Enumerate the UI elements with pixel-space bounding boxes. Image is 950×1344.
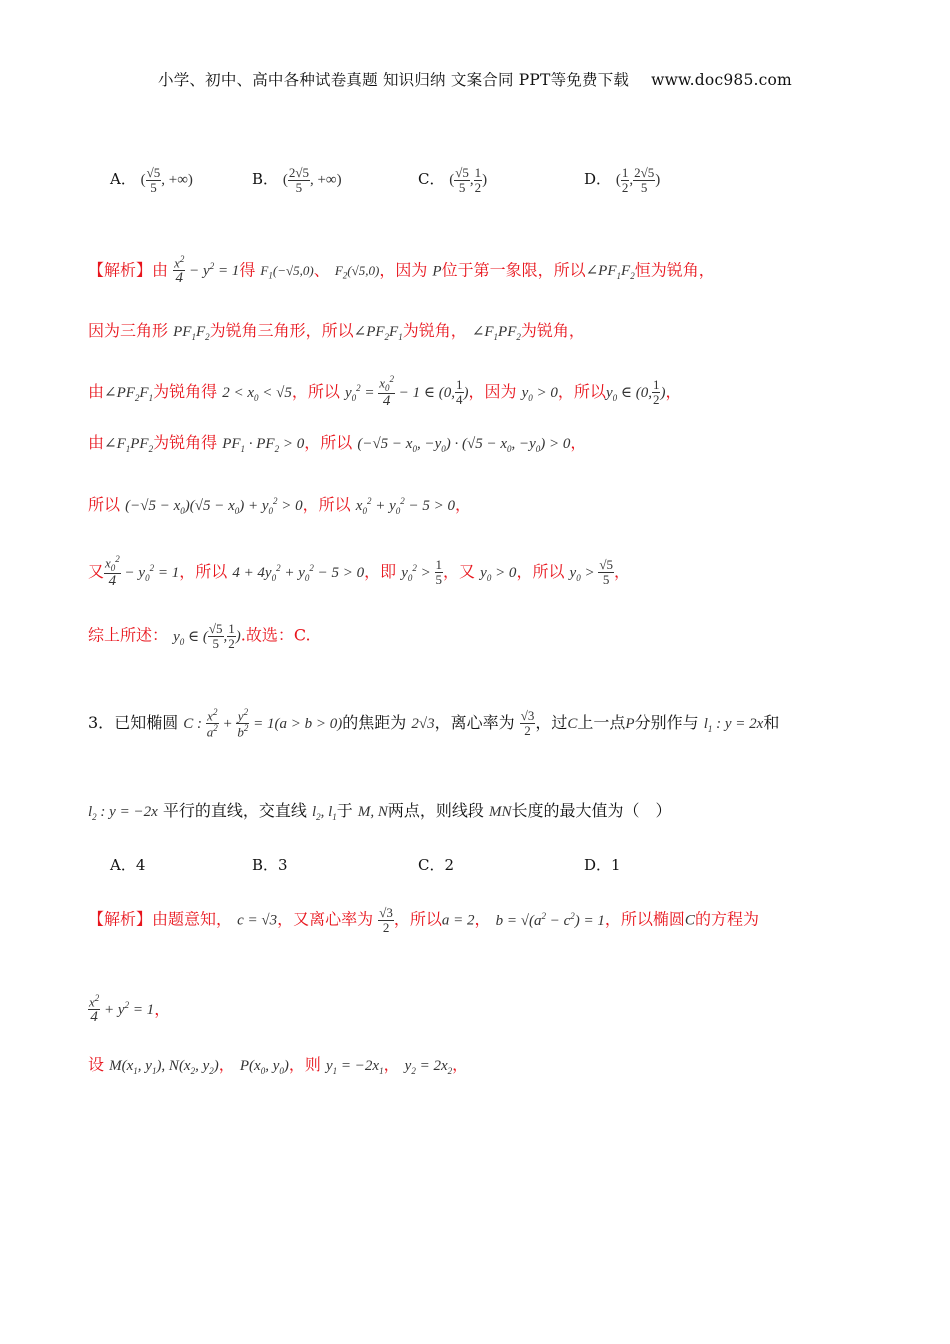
text: 所以 bbox=[88, 495, 121, 514]
q3-stem-line-1: 3．已知椭圆 C : $\frac{x^2}{a^2}$ + $\frac{y^2}{b^2}$ = 1(a > b > 0)的焦距为 2√3，离心率为 $\frac{√3}{2}$ ，过C上一点P分别作与 $l_1$ : y = 2x和 bbox=[88, 707, 780, 740]
text: ， bbox=[452, 1055, 469, 1074]
frac-den: 5 bbox=[295, 179, 303, 195]
header-url: www.doc985.com bbox=[651, 71, 792, 89]
frac-num: 1 bbox=[621, 165, 629, 180]
q2-solution-line-2: 因为三角形 $PF_1F_2$为锐角三角形，所以$\angle PF_2F_1$为锐角， $\angle F_1PF_2$为锐角， bbox=[88, 321, 585, 342]
text: ，所以 bbox=[304, 433, 353, 452]
q2-option-b: B． ( $\frac{2√5}{5}$ , +∞) bbox=[252, 165, 342, 195]
text: ， bbox=[613, 562, 630, 582]
q2-solution-line-7: 综上所述： $y_0$ ∈ ( $\frac{√5}{5}$ , $\frac{1}{2}$ ).故选：C. bbox=[88, 621, 311, 651]
text: 为锐角， bbox=[402, 321, 467, 340]
option-label: A． bbox=[110, 856, 136, 874]
text: 已知椭圆 bbox=[114, 712, 179, 732]
text: 为锐角得 bbox=[153, 382, 218, 402]
q2-solution-line-4: 由$\angle F_1PF_2$为锐角得 $PF_1 \cdot PF_2 > 0$，所以 ($-√5 - x_0$, $-y_0) \cdot (√5 - x_0$, $-y_0) > 0$， bbox=[88, 433, 587, 454]
text: ，因为 bbox=[379, 260, 428, 280]
text: ，则 bbox=[288, 1055, 321, 1074]
text: 为锐角三角形，所以 bbox=[209, 321, 354, 340]
text: 两点，则线段 bbox=[387, 801, 484, 820]
option-value: 2 bbox=[444, 856, 455, 874]
q2-option-d: D． ( $\frac{1}{2}$ , $\frac{2√5}{5}$ ) bbox=[584, 165, 661, 195]
q2-solution-line-5: 所以 $(-√5 - x_0)(√5 - x_0) + y_0^2 > 0$，所以 $x_0^2 + y_0^2 - 5 > 0$， bbox=[88, 495, 471, 516]
text: 为锐角， bbox=[520, 321, 585, 340]
text: ， bbox=[665, 382, 682, 402]
text: ，所以 bbox=[302, 495, 351, 514]
header-title: 小学、初中、高中各种试卷真题 知识归纳 文案合同 PPT等免费下载 bbox=[158, 71, 630, 89]
frac-num: 1 bbox=[474, 165, 482, 180]
text: 又 bbox=[88, 562, 105, 582]
text: 位于第一象限，所以 bbox=[441, 260, 586, 280]
text: ，所以 bbox=[557, 382, 606, 402]
text: 的方程为 bbox=[694, 909, 759, 929]
q3-solution-line-3: 设 $M(x_1$, $y_1$), $N(x_2$, $y_2$)， $P(x_0$, $y_0$)，则 $y_1 = -2x_1$， $y_2 = 2x_2$， bbox=[88, 1055, 469, 1076]
option-label: C． bbox=[418, 856, 445, 874]
text: ，因为 bbox=[468, 382, 517, 402]
q3-stem-line-2: $l_2$ : y = −2x 平行的直线，交直线 $l_2$, $l_1$于 M, N两点，则线段 MN长度的最大值为（ ） bbox=[88, 801, 672, 822]
text: ，即 bbox=[364, 562, 397, 582]
text: 因为三角形 bbox=[88, 321, 169, 340]
option-label: B． bbox=[252, 856, 279, 874]
frac-den: 5 bbox=[458, 179, 466, 195]
option-label: A． bbox=[110, 170, 136, 189]
page-header bbox=[0, 68, 950, 90]
text: 平行的直线，交直线 bbox=[162, 801, 307, 820]
text: 由题意知， bbox=[152, 909, 233, 929]
q3-option-d bbox=[584, 854, 621, 875]
text: 由 bbox=[88, 382, 105, 402]
solution-tag: 【解析】 bbox=[88, 909, 153, 929]
text: ，所以椭圆 bbox=[604, 909, 685, 929]
text: .故选：C. bbox=[240, 625, 311, 645]
text: 综上所述： bbox=[88, 625, 169, 645]
text: 、 bbox=[313, 260, 330, 280]
frac-den: 2 bbox=[621, 179, 629, 195]
q2-option-a: A． ( $\frac{√5}{5}$ , +∞) bbox=[110, 165, 193, 195]
text: ， bbox=[154, 999, 171, 1019]
text: 得 bbox=[239, 260, 256, 280]
text: ， bbox=[474, 909, 491, 929]
text: 设 bbox=[88, 1055, 105, 1074]
q2-option-c: C． ( $\frac{√5}{5}$ , $\frac{1}{2}$ ) bbox=[418, 165, 488, 195]
text: ， bbox=[383, 1055, 400, 1074]
text: ，所以 bbox=[179, 562, 228, 582]
text: 的焦距为 bbox=[342, 712, 407, 732]
option-value: 4 bbox=[135, 856, 146, 874]
text: 分别作与 bbox=[634, 712, 699, 732]
q3-option-c bbox=[418, 854, 454, 875]
frac-den: 2 bbox=[474, 179, 482, 195]
option-text: , +∞) bbox=[161, 172, 193, 189]
option-label: D． bbox=[584, 856, 612, 874]
text: 于 bbox=[336, 801, 353, 820]
q2-solution-line-3: 由$\angle PF_2F_1$为锐角得 $2 < x_0 < √5$，所以 $y_0^2$ = $\frac{x_0^2}{4}$ − 1 ∈ (0, $\frac{1}{4}$ )，因为 $y_0 > 0$，所以$y_0$ ∈ (0, $\frac{1}{2}$ )， bbox=[88, 374, 682, 410]
frac-num: √5 bbox=[146, 165, 161, 180]
text: 由 bbox=[88, 433, 105, 452]
solution-tag: 【解析】 bbox=[88, 260, 153, 280]
text: 恒为锐角， bbox=[634, 260, 715, 280]
text: ，过 bbox=[535, 712, 568, 732]
q3-option-a bbox=[110, 854, 145, 875]
option-label: D． bbox=[584, 170, 612, 189]
option-label: C． bbox=[418, 170, 445, 189]
text: ，所以 bbox=[516, 562, 565, 582]
text: ，又 bbox=[443, 562, 476, 582]
question-number: 3． bbox=[88, 712, 115, 732]
text: ， bbox=[218, 1055, 235, 1074]
q2-solution-line-6: 又 $\frac{x_0^2}{4}$ − $y_0^2 = 1$，所以 $4 + 4y_0^2 + y_0^2 - 5 > 0$，即 $y_0^2$ > $\frac{1}{5}$ ，又 $y_0 > 0$，所以 $y_0$ > $\frac{√5}{5}$ ， bbox=[88, 554, 630, 590]
frac-num: 2√5 bbox=[288, 165, 309, 180]
text: ，所以 bbox=[393, 909, 442, 929]
option-value: 1 bbox=[611, 856, 621, 874]
frac-num: √5 bbox=[455, 165, 469, 180]
text: ， bbox=[570, 433, 587, 452]
option-label: B． bbox=[252, 170, 279, 189]
text: ，离心率为 bbox=[434, 712, 515, 732]
text: 为锐角得 bbox=[153, 433, 218, 452]
q2-solution-line-1: 【解析】由 $\frac{x^2}{4}$ − $y^2 = 1$得 $F_1(-√5,0)$、 $F_2(√5,0)$，因为 P位于第一象限，所以$\angle PF_1F_2$恒为锐角， bbox=[88, 254, 715, 286]
option-text: , +∞) bbox=[309, 172, 342, 189]
text: 长度的最大值为（ ） bbox=[511, 801, 672, 820]
text: 由 bbox=[152, 260, 169, 280]
option-value: 3 bbox=[278, 856, 288, 874]
text: ，所以 bbox=[291, 382, 340, 402]
q3-solution-line-1: 【解析】由题意知， c = √3，又离心率为 $\frac{√3}{2}$ ，所以a = 2， $b = √(a^2 - c^2) = 1$，所以椭圆C的方程为 bbox=[88, 905, 759, 935]
frac-den: 5 bbox=[640, 179, 648, 195]
text: 和 bbox=[763, 712, 780, 732]
text: ， bbox=[454, 495, 471, 514]
q3-solution-line-2: $\frac{x^2}{4}$ + $y^2 = 1$， bbox=[89, 993, 171, 1025]
text: 上一点 bbox=[577, 712, 626, 732]
frac-num: 2√5 bbox=[634, 165, 655, 180]
q3-option-b bbox=[252, 854, 288, 875]
frac-den: 5 bbox=[150, 179, 157, 195]
text: ，又离心率为 bbox=[277, 909, 374, 929]
